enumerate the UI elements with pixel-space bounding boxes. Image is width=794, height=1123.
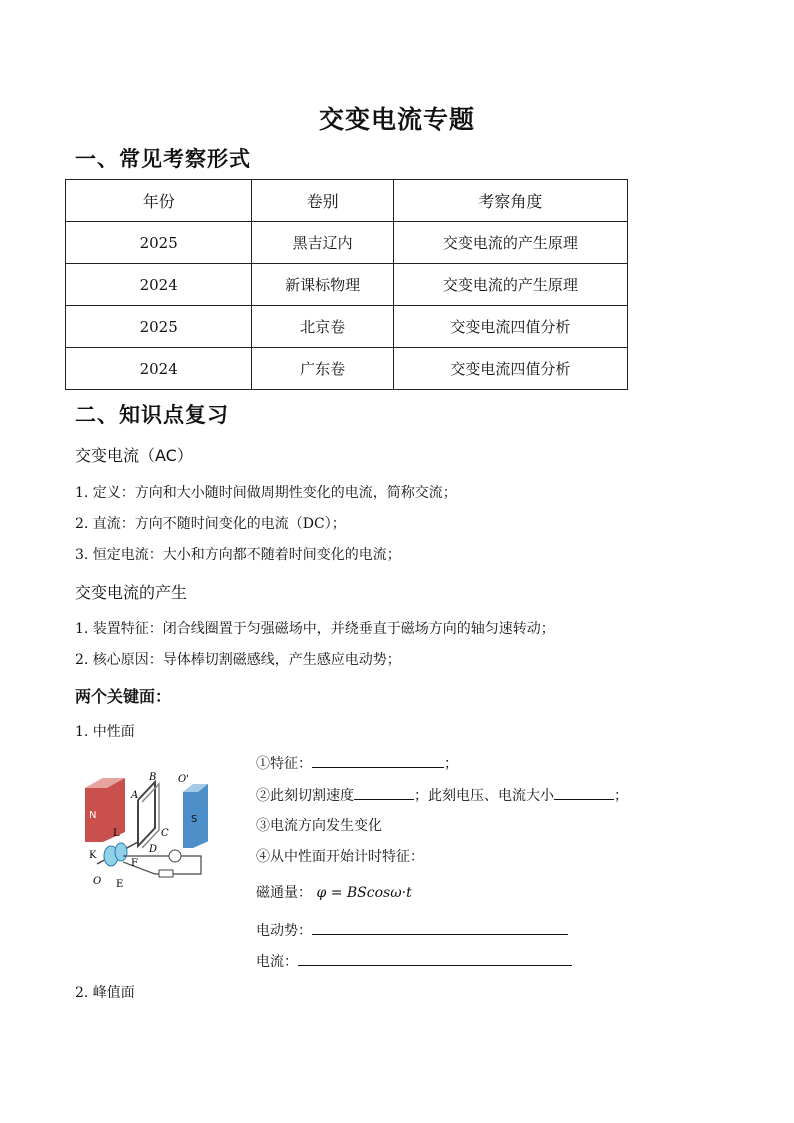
voltage-label: ；此刻电压、电流大小	[414, 788, 554, 804]
table-cell: 2024	[66, 264, 252, 306]
speed-blank	[354, 784, 414, 800]
label-d: D	[149, 844, 158, 855]
table-cell: 交变电流四值分析	[393, 348, 627, 390]
label-c: C	[161, 828, 169, 839]
table-row	[66, 348, 628, 390]
label-e: E	[116, 879, 124, 890]
table-cell: 2024	[66, 348, 252, 390]
feature-end: ；	[444, 756, 458, 772]
table-header-row	[66, 180, 628, 222]
section-heading-knowledge: 二、知识点复习	[75, 403, 229, 427]
label-b: B	[149, 772, 157, 783]
subheading-ac: 交变电流（AC）	[75, 446, 193, 465]
table-cell: 交变电流四值分析	[393, 306, 627, 348]
neutral-feature-line	[256, 752, 458, 773]
table-cell: 广东卷	[252, 348, 393, 390]
voltage-end: ；	[614, 788, 628, 804]
current-blank	[298, 950, 572, 966]
table-cell: 黑吉辽内	[252, 222, 393, 264]
emf-line	[256, 919, 568, 940]
table-row	[66, 306, 628, 348]
table-header-year: 年份	[66, 180, 252, 222]
neutral-speed-line	[256, 784, 628, 805]
generator-figure	[83, 770, 208, 890]
current-line	[256, 950, 572, 971]
speed-label: ②此刻切割速度	[256, 788, 354, 804]
table-cell: 交变电流的产生原理	[393, 222, 627, 264]
label-k: K	[89, 850, 97, 861]
ac-item-dc: 2. 直流：方向不随时间变化的电流（DC）；	[75, 516, 346, 532]
table-header-angle: 考察角度	[393, 180, 627, 222]
label-o-prime: O'	[178, 774, 189, 785]
ac-item-constant: 3. 恒定电流：大小和方向都不随着时间变化的电流；	[75, 547, 401, 563]
emf-label: 电动势：	[256, 923, 312, 939]
neutral-timing-line: ④从中性面开始计时特征：	[256, 849, 424, 865]
table-cell: 北京卷	[252, 306, 393, 348]
flux-formula: φ = BScosω·t	[316, 885, 412, 901]
label-o: O	[93, 876, 102, 887]
resistor-icon	[159, 870, 173, 877]
neutral-direction-line: ③电流方向发生变化	[256, 818, 382, 834]
meter-icon	[169, 850, 181, 862]
flux-line	[256, 882, 412, 902]
peak-face-label: 2. 峰值面	[75, 985, 135, 1001]
label-a: A	[131, 790, 139, 801]
feature-blank	[312, 752, 444, 768]
subheading-key-faces: 两个关键面：	[75, 687, 172, 706]
ac-item-definition: 1. 定义：方向和大小随时间做周期性变化的电流，简称交流；	[75, 485, 457, 501]
section-heading-exam-forms: 一、常见考察形式	[75, 147, 251, 171]
table-header-paper: 卷别	[252, 180, 393, 222]
label-l: L	[113, 828, 120, 839]
table-row	[66, 264, 628, 306]
label-f: F	[131, 858, 138, 869]
table-cell: 2025	[66, 306, 252, 348]
label-s: S	[191, 814, 198, 825]
table-cell: 新课标物理	[252, 264, 393, 306]
table-cell: 2025	[66, 222, 252, 264]
neutral-face-label: 1. 中性面	[75, 724, 135, 740]
voltage-blank	[554, 784, 614, 800]
generation-item-device: 1. 装置特征：闭合线圈置于匀强磁场中，并绕垂直于磁场方向的轴匀速转动；	[75, 621, 555, 637]
table-cell: 交变电流的产生原理	[393, 264, 627, 306]
flux-label: 磁通量：	[256, 885, 312, 901]
generation-item-cause: 2. 核心原因：导体棒切割磁感线，产生感应电动势；	[75, 652, 401, 668]
feature-label: ①特征：	[256, 756, 312, 772]
page-title: 交变电流专题	[318, 105, 475, 134]
subheading-generation: 交变电流的产生	[75, 583, 188, 602]
label-n: N	[89, 810, 97, 821]
table-row	[66, 222, 628, 264]
emf-blank	[312, 919, 568, 935]
current-label: 电流：	[256, 954, 298, 970]
exam-table	[65, 179, 628, 390]
